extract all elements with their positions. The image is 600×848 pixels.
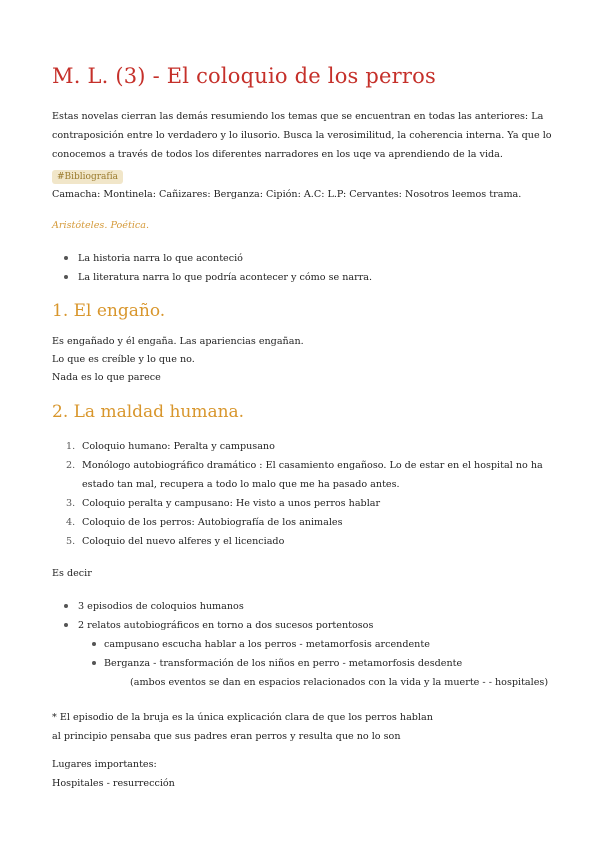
section-heading-engano: 1. El engaño. bbox=[52, 301, 166, 321]
page-title: M. L. (3) - El coloquio de los perros bbox=[52, 64, 436, 88]
section-heading-maldad: 2. La maldad humana. bbox=[52, 402, 245, 422]
engano-line: Es engañado y él engaña. Las apariencias engañan. bbox=[52, 336, 304, 347]
aristotle-list bbox=[52, 249, 552, 287]
item-text: Coloquio de los perros: Autobiografía de los animales bbox=[82, 517, 343, 528]
places-value: Hospitales - resurrección bbox=[52, 778, 175, 789]
intro-paragraph: Estas novelas cierran las demás resumiendo los temas que se encuentran en todas las anteriores: La contraposición entre lo verdadero y lo ilusorio. Busca la verosimilitud, la coherencia interna. Ya que lo conocemos a través de todos los diferentes narradores en los uqe va aprendiendo de la vida. bbox=[52, 111, 552, 160]
footnote-line: * El episodio de la bruja es la única explicación clara de que los perros hablan bbox=[52, 712, 433, 723]
item-text: Monólogo autobiográfico dramático : El casamiento engañoso. Lo de estar en el hospital no ha estado tan mal, recupera a todo lo malo que me ha pasado antes. bbox=[82, 460, 543, 490]
bibliography-tag[interactable]: #Bibliografía bbox=[52, 170, 123, 184]
list-item bbox=[52, 494, 552, 513]
sub-list-item: Berganza - transformación de los niños en perro - metamorfosis desdente bbox=[52, 654, 552, 673]
places-label: Lugares importantes: bbox=[52, 759, 157, 770]
item-number: 3. bbox=[66, 498, 76, 509]
es-decir-label: Es decir bbox=[52, 568, 92, 579]
footnote-block bbox=[52, 708, 433, 746]
engano-block bbox=[52, 333, 304, 387]
engano-line: Lo que es creíble y lo que no. bbox=[52, 354, 195, 365]
item-number: 1. bbox=[66, 441, 76, 452]
sub-list-item: campusano escucha hablar a los perros - metamorfosis arcendente bbox=[52, 635, 552, 654]
list-item: La literatura narra lo que podría acontecer y cómo se narra. bbox=[52, 268, 552, 287]
list-item bbox=[52, 532, 552, 551]
list-item bbox=[52, 456, 552, 494]
list-item: 3 episodios de coloquios humanos bbox=[52, 597, 552, 616]
item-text: Coloquio del nuevo alferes y el licenciado bbox=[82, 536, 285, 547]
list-item bbox=[52, 513, 552, 532]
footnote-line: al principio pensaba que sus padres eran perros y resulta que no lo son bbox=[52, 731, 401, 742]
sub-list-continuation: (ambos eventos se dan en espacios relacionados con la vida y la muerte - - hospitales) bbox=[130, 677, 549, 688]
item-number: 2. bbox=[66, 460, 76, 471]
item-number: 4. bbox=[66, 517, 76, 528]
list-item: 2 relatos autobiográficos en torno a dos sucesos portentosos bbox=[52, 616, 552, 635]
aristotle-reference: Aristóteles. Poética. bbox=[52, 220, 150, 231]
places-block bbox=[52, 755, 175, 793]
list-item bbox=[52, 437, 552, 456]
engano-line: Nada es lo que parece bbox=[52, 372, 161, 383]
list-item: La historia narra lo que aconteció bbox=[52, 249, 552, 268]
item-text: Coloquio peralta y campusano: He visto a unos perros hablar bbox=[82, 498, 381, 509]
characters-line: Camacha: Montinela: Cañizares: Berganza: Cipión: A.C: L.P: Cervantes: Nosotros leemos trama. bbox=[52, 189, 522, 200]
item-text: Coloquio humano: Peralta y campusano bbox=[82, 441, 275, 452]
maldad-list bbox=[52, 437, 552, 551]
summary-list bbox=[52, 597, 552, 692]
item-number: 5. bbox=[66, 536, 76, 547]
